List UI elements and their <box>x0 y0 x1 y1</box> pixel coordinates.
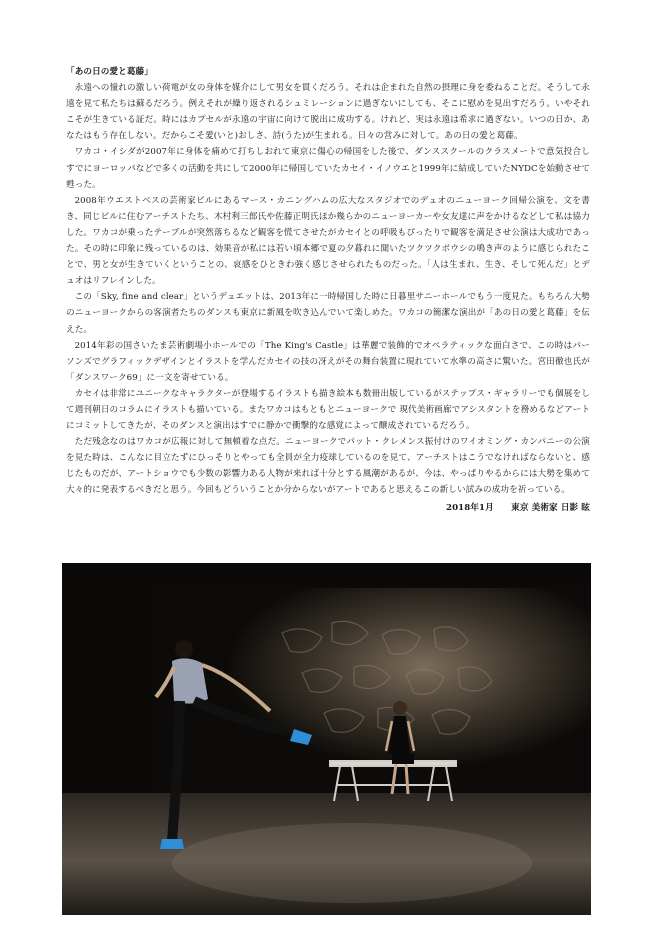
stage-photo <box>62 563 591 915</box>
article-paragraph: ただ残念なのはワカコが広報に対して無頓着な点だ。ニューヨークでパット・クレメンス振付けのワイオミング・カンパニーの公演を見た時は、こんなに目立たずにひっそりとやっても全員が全力疫球しているのを見て、アーチストはこうでなければならないと、感じたものだが、アートショウでも少数の影響力ある人物が来れば十分とする風潮があるが、今は、やっぱりやるからには大勢を集めて大々的に発表するべきだと思う。今回もどういうことか分からないがアートであると思えるこの新しい試みの成功を祈っている。 <box>66 437 590 496</box>
article-signature: 2018年1月 東京 美術家 日影 眩 <box>446 502 590 513</box>
article-title: 「あの日の愛と葛藤」 <box>66 67 153 77</box>
article-paragraph: 永遠への憧れの激しい荷電が女の身体を媒介にして男女を貫くだろう。それは企まれた自然の摂理に身を委ねることだ。そうして永遠を見て私たちは蘇るだろう。例えそれが繰り返されるシュミレーションに過ぎないにしても、そこに慰めを見出すだろう。いやそれこそが生きている証だ。時にはカプセルが永遠の宇宙に向けて脱出に成功する。けれど、実は永遠は希求に過ぎない。いつの日か、あなたはもう存在しない。だからこそ愛(いと)おしさ、詩(うた)が生まれる。日々の営みに対して。あの日の愛と葛藤。 <box>66 83 590 142</box>
article-paragraph: 2014年彩の国さいたま芸術劇場小ホールでの「The King's Castle」は華麗で装飾的でオペラティックな面白さで、この時はパーソンズでグラフィックデザインとイラストを学んだカセイの技の冴えがその舞台装置に現れていて水準の高さに驚いた。宮田徹也氏が「ダンスワーク69」に一文を寄せている。 <box>66 340 590 383</box>
article-paragraph: カセイは非常にユニークなキャラクターが登場するイラストも描き絵本も数冊出版しているがステップス・ギャラリーでも個展をして週刊朝日のコラムにイラストも描いている。またワカコはもともとニューヨークで 現代美術画廊でアシスタントを務めるなどアートにコミットしてきたが、そのダンスと演出はすでに静かで衝撃的な感覚によって醸成されているだろう。 <box>66 388 590 432</box>
article-paragraph: この「Sky, fine and clear」というデュエットは、2013年に一時帰国した時に日暮里サニーホールでもう一度見た。もちろん大勢のニューヨークからの客演者たちのダンスも東京に新風を吹き込んでいて楽しめた。ワカコの簡潔な演出が「あの日の愛と葛藤」を伝えた。 <box>66 292 590 335</box>
article <box>66 64 590 524</box>
article-paragraph: 2008年ウエストベスの芸術家ビルにあるマース・カニングハムの広大なスタジオでのデュオのニューヨーク回帰公演を、文を書き、同じビルに住むアーチストたち、木村利三郎氏や佐藤正明氏ほか幾らかのニューヨーカーや女友達に声をかけるなどして私は協力した。ワカコが乗ったテーブルが突然落ちるなど観客を慌てさせたがカセイとの呼吸もぴったりで観客を満足させ公演は大成功であった。その時に印象に残っているのは、効果音が私には若い頃本郷で夏の夕暮れに聞いたツクツクボウシの鳴き声のように感じられたことで、男と女が生きていくということの、哀感をひときわ強く感じさせられたものだった。「人は生まれ、生き、そして死んだ」とデュオはリフレインした。 <box>66 195 590 287</box>
article-paragraph: ワカコ・イシダが2007年に身体を痛めて打ちしおれて東京に傷心の帰国をした後で、ダンススクールのクラスメートで意気投合しすでにヨーロッパなどで多くの活動を共にして2000年に帰国していたカセイ・イノウエと1999年に結成していたNYDCを始動させて甦った。 <box>66 147 590 190</box>
